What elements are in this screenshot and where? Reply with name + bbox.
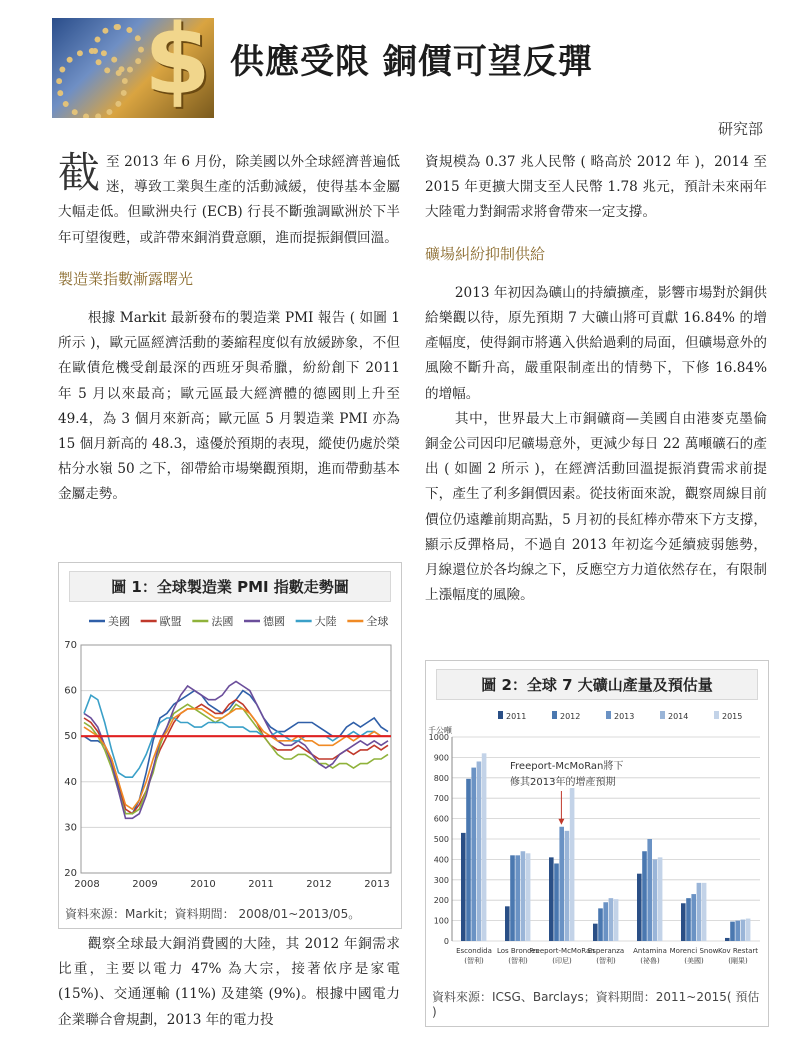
- y-tick-label: 900: [433, 753, 449, 763]
- x-tick-label: Kov Restart: [717, 947, 759, 955]
- y-tick-label: 500: [433, 835, 449, 844]
- bar: [510, 855, 515, 941]
- legend-label: 2012: [560, 712, 581, 721]
- bar: [471, 768, 476, 941]
- legend-label: 歐盟: [159, 615, 182, 628]
- legend-swatch: [498, 711, 503, 719]
- dollar-icon: $: [144, 18, 211, 116]
- bar: [521, 851, 526, 941]
- bar: [653, 859, 658, 941]
- x-tick-label: (剛果): [728, 957, 748, 965]
- x-tick-label: 2012: [306, 879, 332, 890]
- x-tick-label: (智利): [596, 957, 616, 965]
- figure-2-source: 資料來源：ICSG、Barclays；資料期間：2011~2015( 預估 ): [432, 990, 760, 1019]
- legend-label: 法國: [211, 615, 234, 628]
- figure-1-title: 圖 1：全球製造業 PMI 指數走勢圖: [69, 571, 391, 602]
- bar: [691, 894, 696, 941]
- bar: [526, 853, 531, 941]
- page-title: 供應受限 銅價可望反彈: [230, 42, 593, 82]
- column-right: [425, 150, 767, 608]
- y-tick-label: 600: [433, 814, 449, 824]
- bar: [570, 788, 575, 941]
- legend-label: 美國: [108, 615, 130, 628]
- paragraph-pmi: 根據 Markit 最新發布的製造業 PMI 報告 ( 如圖 1 所示 )，歐元區經濟活動的萎縮程度似有放緩跡象，不但在歐債危機受創最深的西班牙與希臘，紛紛創下 2011 年 5 月以來最高；歐元區最大經濟體的德國則上升至 49.4，為 3 個月來新高；歐元區 5 月製造業 PMI 亦為 15 個月新高的 48.3，遠優於預期的表現，縱使仍處於榮枯分水嶺 50 之下，卻帶給市場樂觀預期，進而帶動基本金屬走勢。: [58, 310, 400, 503]
- column-left-bottom: [58, 932, 400, 1033]
- legend-swatch: [552, 711, 557, 719]
- bar: [554, 863, 559, 941]
- legend-swatch: [606, 711, 611, 719]
- bar: [614, 899, 619, 941]
- bar: [730, 922, 735, 941]
- x-tick-label: (印尼): [552, 957, 572, 965]
- bar: [477, 761, 482, 941]
- bar: [461, 833, 466, 941]
- bar: [647, 839, 652, 941]
- annotation-text: Freeport-McMoRan將下: [510, 761, 624, 772]
- series-line: [84, 682, 388, 819]
- bar: [746, 919, 751, 941]
- paragraph-supply: 2013 年初因為礦山的持續擴產，影響市場對於銅供給樂觀以待，原先預期 7 大礦山將可貢獻 16.84% 的增產幅度，使得銅市將邁入供給過剩的局面，但礦場意外的風險不斷升高，嚴重限制產出的情勢下，下修 16.84% 的增幅。: [425, 284, 767, 402]
- series-line: [84, 704, 388, 813]
- bar: [505, 906, 510, 941]
- y-tick-label: 60: [64, 685, 77, 697]
- x-tick-label: 2009: [132, 879, 158, 890]
- annotation-text: 修其2013年的增產預期: [510, 777, 616, 788]
- legend-label: 大陸: [314, 615, 337, 628]
- y-tick-label: 40: [64, 776, 77, 788]
- column-left: [58, 150, 400, 508]
- y-tick-label: 30: [64, 822, 77, 834]
- x-tick-label: Los Bronces: [497, 947, 539, 955]
- bar: [658, 857, 663, 941]
- bar: [593, 924, 598, 941]
- y-tick-label: 1000: [428, 733, 449, 742]
- annotation-arrowhead: [558, 819, 564, 825]
- bar: [598, 908, 603, 941]
- legend-label: 2013: [614, 712, 635, 721]
- figure-2-title: 圖 2：全球 7 大礦山產量及預估量: [436, 669, 758, 700]
- figure-2: [425, 660, 769, 1027]
- x-tick-label: (智利): [508, 957, 528, 965]
- section-heading-mines: 礦場糾紛抑制供給: [425, 244, 546, 263]
- paragraph-continued: 資規模為 0.37 兆人民幣 ( 略高於 2012 年 )，2014 至 2015 年更擴大開支至人民幣 1.78 兆元，預計未來兩年大陸電力對銅需求將會帶來一定支撐。: [425, 154, 767, 221]
- bar: [637, 874, 642, 941]
- header-illustration: [52, 18, 214, 118]
- department-label: 研究部: [717, 120, 763, 138]
- y-tick-label: 400: [433, 855, 449, 865]
- x-tick-label: 2013: [364, 879, 390, 890]
- paragraph-china-demand: 觀察全球最大銅消費國的大陸，其 2012 年銅需求比重，主要以電力 47% 為大宗，接著依序是家電 (15%)、交通運輸 (11%) 及建築 (9%)。根據中國電力企業聯合會規劃，2013 年的電力投: [58, 936, 400, 1028]
- y-tick-label: 100: [433, 916, 449, 926]
- bar: [686, 898, 691, 941]
- bar: [565, 831, 570, 941]
- legend-label: 全球: [366, 615, 389, 628]
- y-tick-label: 800: [433, 773, 449, 783]
- bar: [466, 779, 471, 941]
- bar: [482, 753, 487, 941]
- bar: [697, 883, 702, 941]
- y-tick-label: 300: [433, 875, 449, 885]
- x-tick-label: (智利): [464, 957, 484, 965]
- intro-paragraph: [58, 150, 400, 251]
- y-tick-label: 200: [433, 896, 449, 906]
- x-tick-label: 2011: [248, 879, 274, 890]
- pmi-line-chart: [59, 603, 399, 903]
- bar: [515, 855, 520, 941]
- bar: [609, 898, 614, 941]
- legend-label: 德國: [263, 615, 285, 628]
- bar: [725, 938, 730, 941]
- bar: [702, 883, 707, 941]
- bar: [735, 921, 740, 941]
- series-line: [84, 709, 388, 809]
- figure-1: [58, 562, 402, 929]
- legend-label: 2011: [506, 712, 527, 721]
- legend-label: 2014: [668, 712, 689, 721]
- legend-swatch: [714, 711, 719, 719]
- paragraph-freeport: 其中，世界最大上市銅礦商—美國自由港麥克墨倫銅金公司因印尼礦場意外，更減少每日 22 萬噸礦石的產出 ( 如圖 2 所示 )，在經濟活動回溫提振消費需求前提下，產生了利多銅價因素。從技術面來說，觀察周線目前價位仍遠離前期高點，5 月初的長紅棒亦帶來下方支撐，顯示反彈格局，不過自 2013 年初迄今延續疲弱態勢，月線還位於各均線之下，反應空方力道依然存在，有限制上漲幅度的風險。: [425, 410, 767, 604]
- x-tick-label: 2008: [74, 879, 100, 890]
- y-tick-label: 700: [433, 794, 449, 804]
- plot-frame: [81, 645, 391, 873]
- x-tick-label: Freeport-McMoRan: [529, 947, 595, 955]
- x-tick-label: Morenci Snow: [669, 947, 719, 955]
- x-tick-label: (美國): [684, 957, 704, 965]
- x-tick-label: Escondida: [456, 947, 492, 955]
- x-tick-label: (祕魯): [640, 957, 660, 965]
- legend-swatch: [660, 711, 665, 719]
- x-tick-label: Antamina: [633, 947, 667, 955]
- bar: [741, 920, 746, 941]
- bar: [603, 902, 608, 941]
- y-tick-label: 20: [64, 868, 77, 879]
- y-tick-label: 0: [443, 937, 449, 946]
- y-axis-unit: 千公噸: [428, 726, 452, 735]
- dropcap: 截: [58, 148, 101, 197]
- intro-text: 至 2013 年 6 月份，除美國以外全球經濟普遍低迷，導致工業與生產的活動減緩，使得基本金屬大幅走低。但歐洲央行 (ECB) 行長不斷強調歐洲於下半年可望復甦，或許帶來銅消費意願，進而提振銅價回溫。: [58, 154, 400, 246]
- y-tick-label: 50: [64, 731, 77, 743]
- y-tick-label: 70: [64, 640, 77, 651]
- bar: [559, 827, 564, 941]
- mine-bar-chart: [426, 703, 766, 983]
- section-heading-manufacturing: 製造業指數漸露曙光: [58, 269, 194, 288]
- series-line: [84, 700, 388, 814]
- x-tick-label: Esperanza: [587, 947, 625, 955]
- x-tick-label: 2010: [190, 879, 216, 890]
- legend-label: 2015: [722, 712, 743, 721]
- bar: [681, 903, 686, 941]
- figure-1-source: 資料來源：Markit；資料期間： 2008/01~2013/05。: [65, 907, 361, 921]
- gear-icon: [92, 24, 144, 76]
- bar: [549, 857, 554, 941]
- bar: [642, 851, 647, 941]
